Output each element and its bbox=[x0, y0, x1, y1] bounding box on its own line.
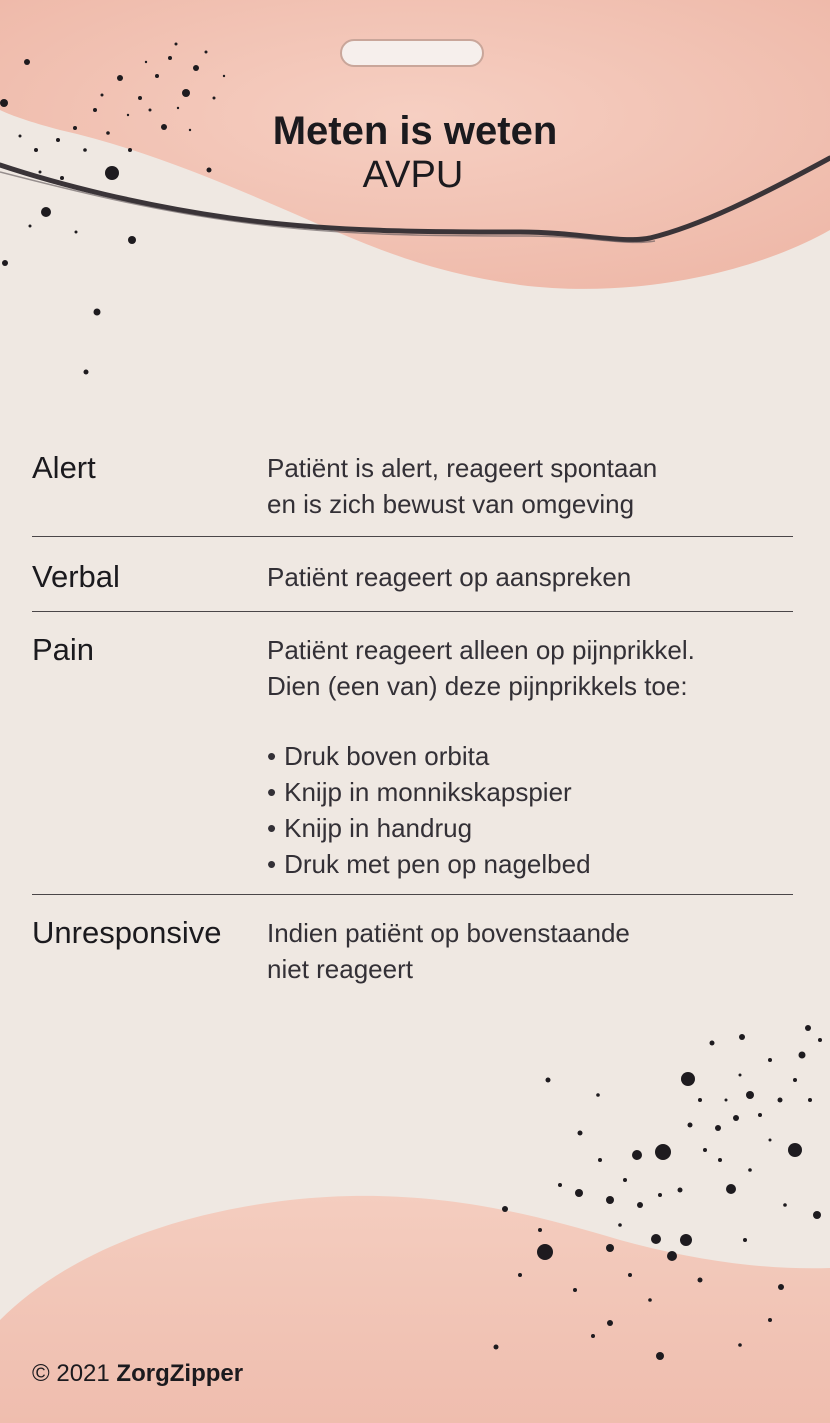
table-row-pain bbox=[32, 612, 793, 895]
lanyard-slot bbox=[340, 39, 484, 67]
stimulus-list bbox=[267, 738, 793, 882]
table-row-unresponsive bbox=[32, 895, 793, 987]
page-title: Meten is weten bbox=[272, 109, 558, 153]
list-item: • Druk met pen op nagelbed bbox=[267, 846, 793, 882]
page-subtitle: AVPU bbox=[362, 154, 464, 196]
term-label: Alert bbox=[32, 450, 96, 485]
description-line: Dien (een van) deze pijnprikkels toe: bbox=[267, 671, 688, 701]
description-line: Indien patiënt op bovenstaande bbox=[267, 918, 630, 948]
copyright-text: © 2021 bbox=[32, 1360, 110, 1387]
term-description bbox=[267, 559, 793, 611]
list-item: • Knijp in monnikskapspier bbox=[267, 774, 793, 810]
header bbox=[0, 108, 830, 196]
term-label: Verbal bbox=[32, 559, 120, 594]
description-line: niet reageert bbox=[267, 954, 413, 984]
list-item: • Knijp in handrug bbox=[267, 810, 793, 846]
description-line: Patiënt is alert, reageert spontaan bbox=[267, 453, 658, 483]
term-label: Pain bbox=[32, 632, 95, 667]
term-description bbox=[267, 632, 793, 894]
description-line: en is zich bewust van omgeving bbox=[267, 489, 635, 519]
term-description bbox=[267, 915, 793, 987]
table-row-verbal bbox=[32, 537, 793, 612]
footer-copyright bbox=[32, 1358, 243, 1390]
term-label: Unresponsive bbox=[32, 915, 222, 950]
description-line: Patiënt reageert op aanspreken bbox=[267, 562, 632, 592]
brand-name: ZorgZipper bbox=[116, 1360, 244, 1387]
avpu-table bbox=[32, 450, 793, 987]
description-line: Patiënt reageert alleen op pijnprikkel. bbox=[267, 635, 695, 665]
list-item: • Druk boven orbita bbox=[267, 738, 793, 774]
table-row-alert bbox=[32, 450, 793, 537]
term-description bbox=[267, 450, 793, 536]
